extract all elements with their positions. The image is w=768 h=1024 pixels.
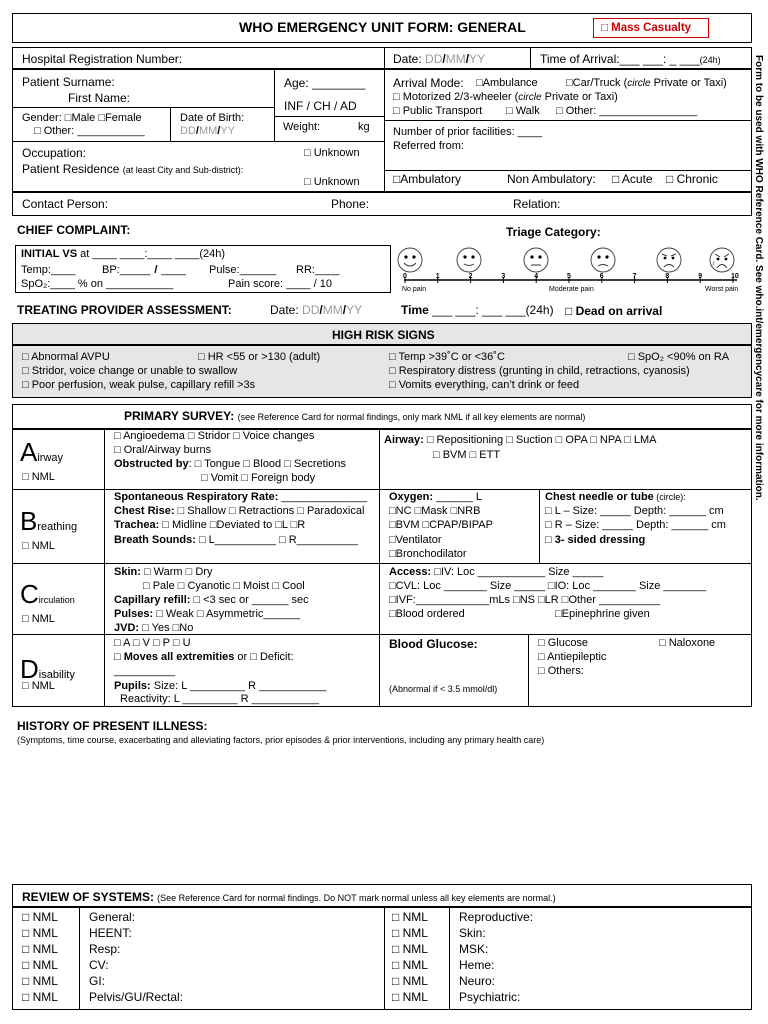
prior-facilities-field[interactable]: Number of prior facilities: ____ [393, 126, 543, 138]
bp-diastolic: ____ [161, 264, 186, 276]
primary-survey-title-text: PRIMARY SURVEY: [124, 409, 235, 423]
temp-field[interactable]: Temp:____ [21, 264, 76, 276]
airway-line-4[interactable]: □ Vomit □ Foreign body [201, 472, 316, 484]
oxygen-ventilator[interactable]: □Ventilator [389, 534, 442, 546]
arrival-ambulance[interactable]: □Ambulance [476, 77, 538, 89]
residence-note: (at least City and Sub-district): [122, 165, 244, 175]
ros-note: (See Reference Card for normal findings. Do NOT mark normal unless all key elements are normal.) [157, 893, 556, 903]
breathing-letter: B [20, 506, 38, 536]
date-dd: DD [425, 52, 443, 66]
motorized-label: □ Motorized 2/3-wheeler ( [393, 91, 519, 103]
high-risk-perfusion[interactable]: □ Poor perfusion, weak pulse, capillary refill >3s [22, 379, 256, 391]
ros-item-label: Skin: [459, 926, 486, 940]
skin-line-2[interactable]: □ Pale □ Cyanotic □ Moist □ Cool [143, 580, 305, 592]
blood-ordered[interactable]: □Blood ordered [389, 608, 465, 620]
pupils-label: Pupils: [114, 680, 151, 692]
pain-score-field[interactable]: Pain score: ____ / 10 [228, 278, 332, 290]
dob-yy: YY [220, 125, 236, 137]
circulation-rest: irculation [38, 595, 75, 605]
face-6-icon [591, 248, 615, 272]
dob-mm: MM [198, 125, 218, 137]
access-iv[interactable] [389, 566, 603, 579]
pain-scale-number: 7 [632, 273, 637, 280]
airway-line-1[interactable]: □ Angioedema □ Stridor □ Voice changes [114, 430, 315, 442]
bp-label: BP:_____ [102, 264, 151, 276]
face-0-icon [398, 248, 422, 272]
spontaneous-rr-label: Spontaneous Respiratory Rate: [114, 491, 279, 503]
breath-sounds-opts: □ L__________ □ R__________ [195, 534, 358, 546]
pain-scale-number: 6 [599, 273, 604, 280]
skin-label: Skin: [114, 566, 141, 578]
ros-item-label: Neuro: [459, 974, 496, 988]
initial-vs-label: INITIAL VS [21, 248, 78, 260]
age-field[interactable]: Age: ________ [284, 76, 366, 90]
pain-scale-number: 4 [534, 273, 539, 280]
ros-item-label: Heme: [459, 958, 495, 972]
occupation-label: Occupation: [22, 146, 87, 160]
pulses-label: Pulses: [114, 608, 154, 620]
face-8-icon [657, 248, 681, 272]
moves-extremities[interactable] [114, 651, 294, 664]
ros-item-label: Psychiatric: [459, 990, 521, 1004]
contact-row [12, 192, 752, 216]
circulation-letter: C [20, 579, 39, 609]
dob-label: Date of Birth: [180, 112, 245, 124]
blood-glucose-note: (Abnormal if < 3.5 mmol/dl) [389, 684, 498, 694]
initial-vs-line[interactable] [21, 248, 225, 261]
capillary-refill[interactable] [114, 594, 309, 607]
age-category[interactable]: INF / CH / AD [284, 99, 357, 113]
ros-item-label: HEENT: [89, 926, 132, 940]
provider-time-label: Time [401, 303, 429, 317]
residence-unknown[interactable]: □ Unknown [304, 176, 360, 188]
oxygen-field[interactable] [389, 491, 482, 504]
high-risk-spo2[interactable]: □ SpO₂ <90% on RA [628, 351, 730, 363]
side-note-text: Form to be used with WHO Reference Card. See who.int/emergencycare for more information. [753, 55, 764, 501]
ros-nml-checkbox[interactable]: □ NML [392, 910, 428, 924]
chest-rise[interactable] [114, 505, 364, 518]
hpi-input-area[interactable] [17, 750, 747, 875]
chest-needle-title: Chest needle or tube [545, 491, 654, 503]
motorized-circle: circle [518, 92, 542, 103]
arrival-other[interactable]: □ Other: ________________ [556, 105, 698, 117]
chief-complaint-label: CHIEF COMPLAINT: [17, 223, 131, 237]
airway-letter: A [20, 437, 38, 467]
glucose-given[interactable]: □ Glucose [538, 637, 589, 649]
contact-person-label: Contact Person: [22, 197, 109, 211]
airway-interventions-label: Airway: [384, 434, 424, 446]
pupils-size-opts: Size: L _________ R ___________ [150, 680, 327, 692]
trachea[interactable] [114, 519, 305, 532]
airway-interventions[interactable] [384, 434, 657, 447]
ros-item-label: CV: [89, 958, 109, 972]
ros-title-text: REVIEW OF SYSTEMS: [22, 890, 155, 904]
arrival-walk[interactable]: □ Walk [506, 105, 540, 117]
ros-nml-checkbox[interactable]: □ NML [22, 910, 58, 924]
avpu-options[interactable]: □ A □ V □ P □ U [114, 637, 191, 649]
face-4-icon [524, 248, 548, 272]
provider-yy: YY [346, 303, 363, 317]
pain-scale-number: 10 [731, 273, 739, 280]
blood-glucose-label: Blood Glucose: [389, 637, 478, 651]
date-mm: MM [445, 52, 466, 66]
gender-options[interactable]: Gender: □Male □Female [22, 112, 142, 124]
residence-label [22, 162, 243, 176]
antiepileptic-given[interactable]: □ Antiepileptic [538, 651, 607, 663]
primary-survey-title [124, 409, 585, 423]
disability-rest: isability [38, 669, 75, 681]
bp-field[interactable] [102, 264, 186, 277]
high-risk-title: HIGH RISK SIGNS [332, 328, 435, 342]
car-truck-circle: circle [627, 78, 651, 89]
pain-scale-number: 9 [698, 273, 703, 280]
hospital-registration-label: Hospital Registration Number: [22, 52, 183, 66]
jvd[interactable] [114, 622, 193, 635]
oxygen-blank: ______ L [433, 491, 482, 503]
pupils-size[interactable] [114, 680, 326, 693]
dead-on-arrival-checkbox[interactable]: □ Dead on arrival [565, 304, 663, 318]
no-pain-label: No pain [402, 286, 427, 293]
surname-label: Patient Surname: [22, 75, 115, 89]
naloxone-given[interactable]: □ Naloxone [659, 637, 716, 649]
face-2-icon [457, 248, 481, 272]
airway-nml-checkbox[interactable]: □ NML [22, 471, 55, 483]
ros-nml-checkbox[interactable]: □ NML [392, 974, 428, 988]
ros-nml-checkbox[interactable]: □ NML [22, 926, 58, 940]
ros-nml-checkbox[interactable]: □ NML [392, 958, 428, 972]
treating-provider-label: TREATING PROVIDER ASSESSMENT: [17, 303, 232, 317]
side-note [752, 55, 764, 501]
pulses[interactable] [114, 608, 300, 621]
trachea-opts: □ Midline □Deviated to □L □R [159, 519, 306, 531]
circulation-nml-checkbox[interactable]: □ NML [22, 613, 55, 625]
breath-sounds-label: Breath Sounds: [114, 534, 196, 546]
moderate-pain-label: Moderate pain [549, 286, 594, 293]
time-of-arrival-field[interactable] [540, 52, 721, 66]
airway-interventions-line-1: □ Repositioning □ Suction □ OPA □ NPA □ LMA [426, 434, 657, 446]
breath-sounds[interactable] [114, 534, 358, 547]
pain-scale-number: 3 [501, 273, 506, 280]
non-ambulatory-acute[interactable]: □ Acute [612, 172, 653, 186]
gender-other[interactable]: □ Other: ___________ [34, 125, 145, 137]
deficit-label: or □ Deficit: [234, 651, 294, 663]
capillary-refill-label: Capillary refill: [114, 594, 191, 606]
arrival-mode-label: Arrival Mode: [393, 76, 464, 90]
pupils-reactivity[interactable]: Reactivity: L _________ R ___________ [120, 693, 319, 705]
provider-time[interactable] [401, 303, 554, 317]
airway-line-2[interactable]: □ Oral/Airway burns [114, 444, 212, 456]
epinephrine-given[interactable]: □Epinephrine given [555, 608, 650, 620]
ros-title [22, 890, 556, 905]
high-risk-hr[interactable]: □ HR <55 or >130 (adult) [198, 351, 321, 363]
bp-slash: / [154, 264, 158, 276]
arrival-car-truck[interactable] [566, 77, 727, 90]
non-ambulatory-chronic[interactable]: □ Chronic [666, 172, 718, 186]
ros-nml-checkbox[interactable]: □ NML [22, 990, 58, 1004]
non-ambulatory-label: Non Ambulatory: [507, 172, 596, 186]
breathing-rest: reathing [37, 521, 78, 533]
ros-nml-checkbox[interactable]: □ NML [392, 942, 428, 956]
pain-scale-number: 5 [567, 273, 571, 280]
chest-needle-label [545, 491, 686, 504]
ros-nml-checkbox[interactable]: □ NML [392, 990, 428, 1004]
residence-text: Patient Residence [22, 162, 120, 176]
provider-time-blanks: ___ ___: ___ ___(24h) [432, 303, 554, 317]
arrival-public-transport[interactable]: □ Public Transport [393, 105, 483, 117]
access-cvl-io[interactable]: □CVL: Loc _______ Size _____ □IO: Loc _______ Size _______ [389, 580, 707, 592]
airway-obstructed-label: Obstructed by [114, 458, 189, 470]
oxygen-label: Oxygen: [389, 491, 434, 503]
ros-nml-checkbox[interactable]: □ NML [22, 958, 58, 972]
jvd-opts: □ Yes □No [139, 622, 194, 634]
car-truck-label: □Car/Truck ( [566, 77, 628, 89]
pain-scale-number: 0 [403, 273, 407, 280]
date-yy: YY [469, 52, 486, 66]
provider-mm: MM [322, 303, 343, 317]
oxygen-bronchodilator[interactable]: □Bronchodilator [389, 548, 467, 560]
arrival-motorized[interactable] [393, 91, 618, 104]
provider-date[interactable]: Date: DD/MM/YY [270, 303, 363, 317]
hpi-title: HISTORY OF PRESENT ILLNESS: [17, 719, 208, 733]
date-label[interactable]: Date: DD/MM/YY [393, 52, 486, 66]
dob-dd: DD [180, 125, 196, 137]
chest-rise-label: Chest Rise: [114, 505, 175, 517]
ros-item-label: Reproductive: [459, 910, 534, 924]
occupation-unknown[interactable]: □ Unknown [304, 147, 360, 159]
ros-item-label: GI: [89, 974, 106, 988]
first-name-label: First Name: [68, 91, 131, 105]
referred-from-field[interactable]: Referred from: [393, 140, 464, 152]
car-truck-private: Private or Taxi) [650, 77, 727, 89]
ros-item-label: Pelvis/GU/Rectal: [89, 990, 184, 1004]
form-title: WHO EMERGENCY UNIT FORM: GENERAL [239, 19, 526, 35]
pulse-field[interactable]: Pulse:______ [209, 264, 277, 276]
ros-item-label: MSK: [459, 942, 489, 956]
high-risk-respiratory[interactable]: □ Respiratory distress (grunting in child, retractions, cyanosis) [389, 365, 690, 377]
ros-item-label: Resp: [89, 942, 121, 956]
chest-needle-right[interactable]: □ R – Size: _____ Depth: ______ cm [545, 519, 726, 531]
provider-date-label: Date: [270, 303, 299, 317]
ros-nml-checkbox[interactable]: □ NML [22, 942, 58, 956]
pain-scale-number: 2 [468, 273, 473, 280]
skin-opts-1: □ Warm □ Dry [140, 566, 213, 578]
ros-item-label: General: [89, 910, 136, 924]
oxygen-opts-2[interactable]: □BVM □CPAP/BIPAP [389, 519, 493, 531]
chest-needle-circle: (circle): [653, 492, 686, 502]
disability-letter: D [20, 654, 39, 684]
high-risk-stridor[interactable]: □ Stridor, voice change or unable to swallow [22, 365, 238, 377]
breathing-nml-checkbox[interactable]: □ NML [22, 540, 55, 552]
motorized-private: Private or Taxi) [541, 91, 618, 103]
others-given[interactable]: □ Others: [538, 665, 584, 677]
worst-pain-label: Worst pain [705, 286, 739, 293]
time-24h-note: (24h) [699, 55, 721, 65]
triage-category-label: Triage Category: [506, 225, 601, 239]
ros-nml-checkbox[interactable]: □ NML [392, 926, 428, 940]
relation-label: Relation: [513, 197, 561, 211]
high-risk-temp[interactable]: □ Temp >39˚C or <36˚C [389, 351, 505, 363]
weight-label: Weight: [283, 121, 321, 133]
skin-line-1[interactable] [114, 566, 212, 579]
mass-casualty-checkbox[interactable]: □ Mass Casualty [601, 22, 692, 34]
spontaneous-rr-blank: ______________ [281, 491, 368, 503]
capillary-refill-opts: □ <3 sec or ______ sec [190, 594, 309, 606]
airway-heading [20, 438, 63, 466]
pain-scale-number: 8 [665, 273, 670, 280]
breathing-heading [20, 507, 77, 535]
disability-heading [20, 655, 75, 683]
weight-unit: kg [358, 121, 370, 133]
primary-survey-note: (see Reference Card for normal findings, only mark NML if all key elements are normal) [237, 412, 586, 422]
high-risk-abnormal-avpu[interactable]: □ Abnormal AVPU [22, 351, 110, 363]
face-10-icon [710, 248, 734, 272]
access-label: Access: [389, 566, 432, 578]
airway-obstructed[interactable] [114, 458, 346, 471]
airway-rest: irway [37, 452, 64, 464]
spontaneous-rr[interactable] [114, 491, 367, 504]
disability-nml-checkbox[interactable]: □ NML [22, 680, 55, 692]
high-risk-vomits[interactable]: □ Vomits everything, can’t drink or feed [389, 379, 580, 391]
spo2-field[interactable]: SpO₂:____ % on ___________ [21, 278, 174, 290]
pain-scale-number: 1 [435, 273, 440, 280]
ivf-field[interactable]: □IVF:____________mLs □NS □LR □Other __________ [389, 594, 661, 606]
dob-field[interactable]: DD/MM/YY [180, 125, 236, 137]
ambulatory-checkbox[interactable]: □Ambulatory [393, 172, 461, 186]
chest-rise-opts: □ Shallow □ Retractions □ Paradoxical [174, 505, 365, 517]
jvd-label: JVD: [114, 622, 140, 634]
airway-interventions-line-2[interactable]: □ BVM □ ETT [433, 449, 501, 461]
chest-needle-left[interactable]: □ L – Size: _____ Depth: ______ cm [545, 505, 724, 517]
ros-nml-checkbox[interactable]: □ NML [22, 974, 58, 988]
moves-extremities-label: □ Moves all extremities [114, 651, 235, 663]
deficit-blank[interactable]: __________ [114, 665, 176, 677]
access-opts: □IV: Loc ___________ Size _____ [431, 566, 604, 578]
pulses-opts: □ Weak □ Asymmetric______ [153, 608, 301, 620]
date-label-text: Date: [393, 52, 422, 66]
airway-obstructed-opts: : □ Tongue □ Blood □ Secretions [188, 458, 346, 470]
three-sided-dressing[interactable]: □ 3- sided dressing [545, 534, 646, 546]
provider-dd: DD [302, 303, 320, 317]
trachea-label: Trachea: [114, 519, 160, 531]
oxygen-opts-1[interactable]: □NC □Mask □NRB [389, 505, 481, 517]
time-of-arrival-label: Time of Arrival:___ ___: _ ___ [540, 52, 700, 66]
circulation-heading [20, 580, 75, 608]
phone-label: Phone: [331, 197, 370, 211]
rr-field[interactable]: RR:____ [296, 264, 340, 276]
initial-vs-time: at ____ ____:____ ____(24h) [80, 248, 226, 260]
hpi-note: (Symptoms, time course, exacerbating and alleviating factors, prior episodes & prior interventions, including any primary health care) [17, 735, 545, 745]
